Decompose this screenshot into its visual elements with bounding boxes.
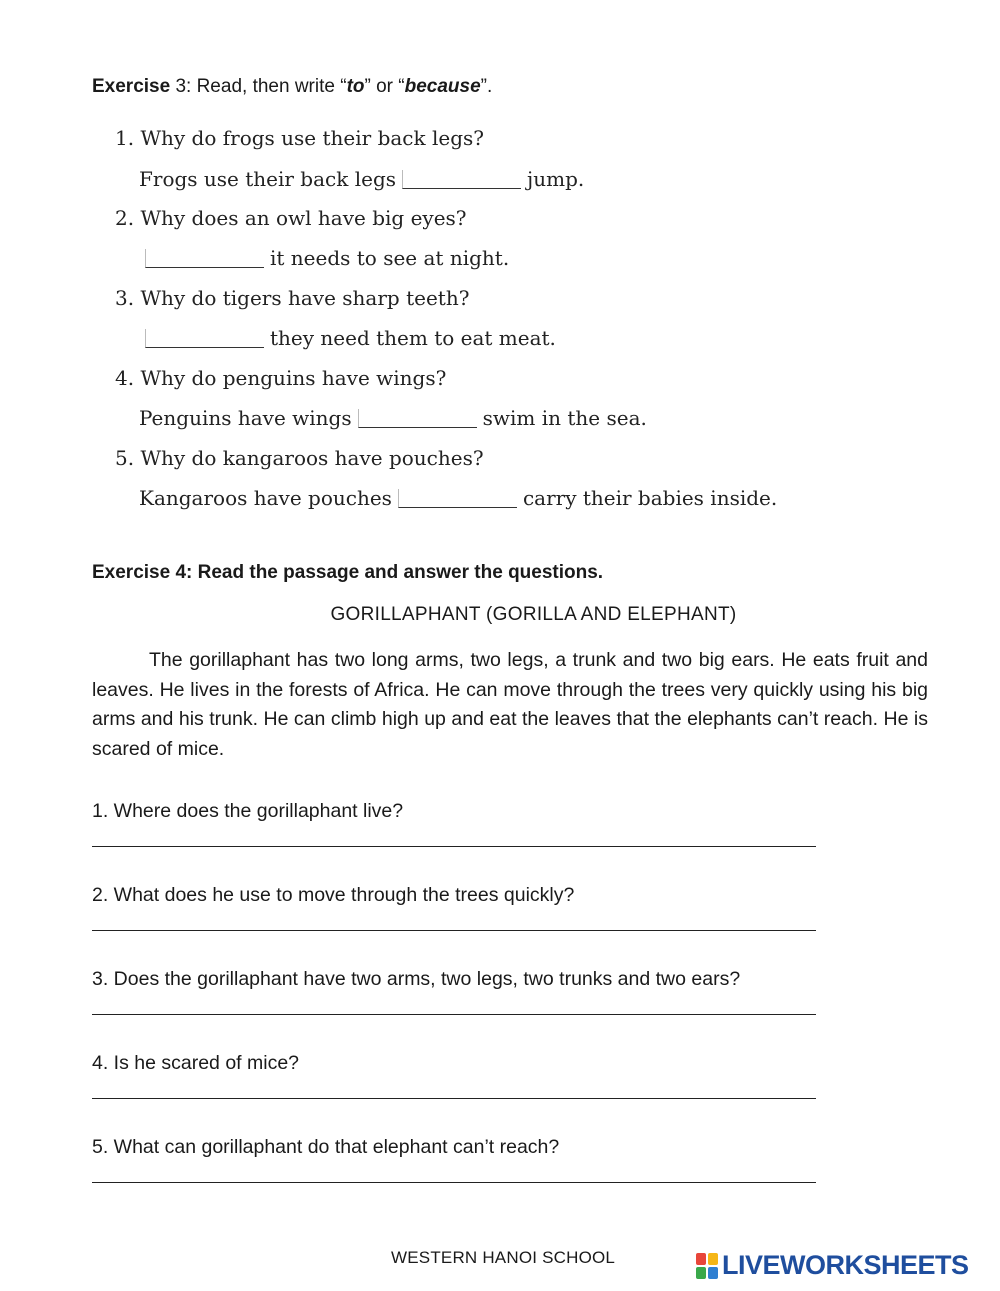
ex3-answer-line-2 bbox=[139, 246, 509, 270]
exercise-3-end: ”. bbox=[480, 76, 493, 97]
ex3-answer-after-5: carry their babies inside. bbox=[522, 486, 778, 510]
ex3-answer-line-1 bbox=[139, 167, 584, 191]
ex4-answer-line-5[interactable] bbox=[92, 1182, 816, 1183]
ex3-answer-before-5: Kangaroos have pouches bbox=[139, 486, 392, 510]
ex4-answer-line-2[interactable] bbox=[92, 930, 816, 931]
exercise-3-or: ” or “ bbox=[364, 76, 405, 97]
ex3-blank-2[interactable] bbox=[145, 249, 264, 268]
word-because: because bbox=[404, 76, 481, 97]
ex3-answer-after-1: jump. bbox=[527, 167, 585, 191]
passage-title: GORILLAPHANT (GORILLA AND ELEPHANT) bbox=[330, 604, 737, 625]
ex3-answer-line-5 bbox=[139, 486, 777, 510]
ex3-blank-5[interactable] bbox=[398, 489, 517, 508]
ex4-answer-line-3[interactable] bbox=[92, 1014, 816, 1015]
ex4-answer-line-4[interactable] bbox=[92, 1098, 816, 1099]
liveworksheets-logo bbox=[696, 1250, 969, 1281]
ex3-question-5: 5. Why do kangaroos have pouches? bbox=[115, 446, 484, 470]
ex4-question-2: 2. What does he use to move through the trees quickly? bbox=[92, 884, 575, 906]
logo-text: LIVEWORKSHEETS bbox=[722, 1250, 969, 1280]
ex3-question-2: 2. Why does an owl have big eyes? bbox=[115, 206, 467, 230]
exercise-4-title: Exercise 4: Read the passage and answer the questions. bbox=[92, 562, 604, 583]
passage-text: The gorillaphant has two long arms, two legs, a trunk and two big ears. He eats fruit and leaves. He lives in the forests of Africa. He can move through the trees very quickly using his big arms and his trunk. He can climb high up and eat the leaves that the elephants can’t reach. He is scared of mice. bbox=[92, 649, 928, 760]
ex4-question-3: 3. Does the gorillaphant have two arms, two legs, two trunks and two ears? bbox=[92, 968, 741, 990]
ex4-question-1: 1. Where does the gorillaphant live? bbox=[92, 800, 404, 822]
ex3-question-1: 1. Why do frogs use their back legs? bbox=[115, 126, 484, 150]
ex3-blank-1[interactable] bbox=[402, 170, 521, 189]
ex4-question-5: 5. What can gorillaphant do that elephant can’t reach? bbox=[92, 1136, 560, 1158]
ex3-question-4: 4. Why do penguins have wings? bbox=[115, 366, 447, 390]
ex4-question-4: 4. Is he scared of mice? bbox=[92, 1052, 300, 1074]
ex3-answer-before-1: Frogs use their back legs bbox=[139, 167, 397, 191]
ex4-answer-line-1[interactable] bbox=[92, 846, 816, 847]
ex3-blank-4[interactable] bbox=[358, 409, 477, 428]
exercise-3-title bbox=[92, 76, 492, 98]
ex3-answer-line-3 bbox=[139, 326, 556, 350]
ex3-answer-after-4: swim in the sea. bbox=[482, 406, 647, 430]
ex3-answer-after-2: it needs to see at night. bbox=[270, 246, 510, 270]
ex3-answer-after-3: they need them to eat meat. bbox=[270, 326, 556, 350]
school-name: WESTERN HANOI SCHOOL bbox=[391, 1248, 616, 1267]
ex3-question-3: 3. Why do tigers have sharp teeth? bbox=[115, 286, 470, 310]
ex3-answer-before-4: Penguins have wings bbox=[139, 406, 352, 430]
ex3-blank-3[interactable] bbox=[145, 329, 264, 348]
logo-blocks-icon bbox=[696, 1253, 718, 1279]
ex3-answer-line-4 bbox=[139, 406, 647, 430]
word-to: to bbox=[346, 76, 365, 97]
exercise-3-label: Exercise bbox=[92, 76, 171, 97]
exercise-3-instruction: 3: Read, then write “ bbox=[170, 76, 347, 97]
